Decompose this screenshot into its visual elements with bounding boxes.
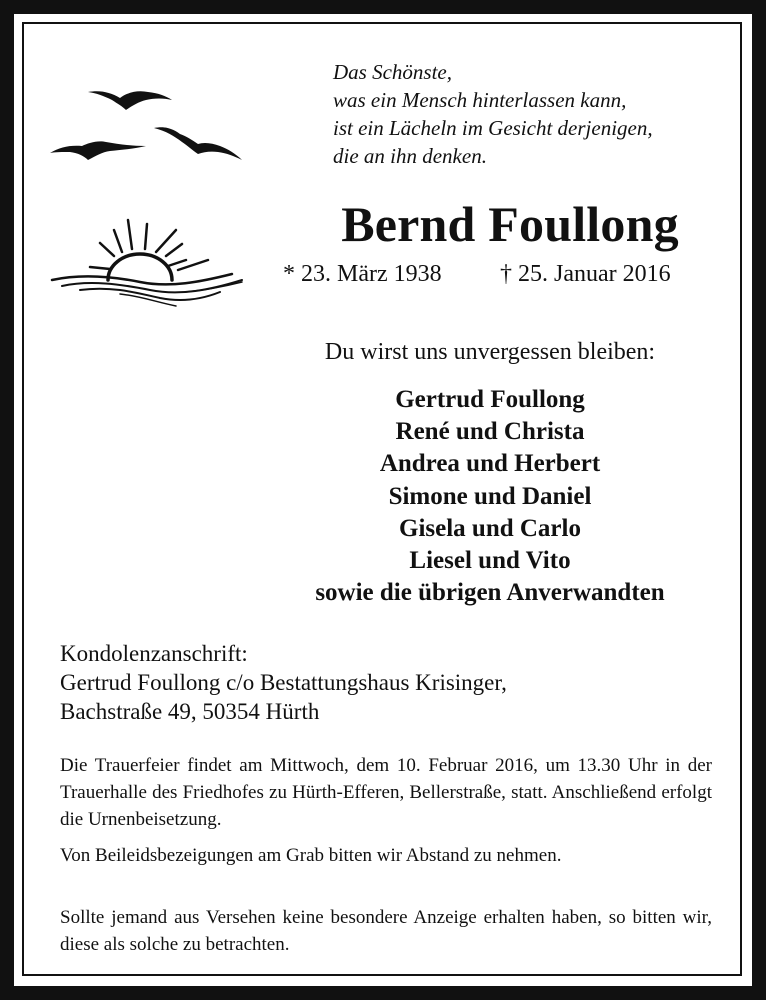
address-line: Gertrud Foullong c/o Bestattungshaus Krisinger, bbox=[60, 670, 507, 695]
address-line: Bachstraße 49, 50354 Hürth bbox=[60, 699, 320, 724]
death-date: † 25. Januar 2016 bbox=[500, 261, 671, 287]
mourner-name: René und Christa bbox=[395, 418, 585, 446]
flying-birds-icon bbox=[48, 80, 248, 170]
mourner-name: Simone und Daniel bbox=[388, 482, 592, 510]
quote-line: was ein Mensch hinterlassen kann, bbox=[333, 88, 627, 112]
quote-line: ist ein Lächeln im Gesicht derjenigen, bbox=[333, 116, 653, 140]
address-heading: Kondolenzanschrift: bbox=[60, 641, 248, 666]
mourner-name: Gisela und Carlo bbox=[399, 514, 581, 542]
bird-top bbox=[88, 91, 172, 110]
mourner-name: sowie die übrigen Anverwandten bbox=[315, 579, 665, 607]
quote bbox=[333, 58, 733, 170]
bird-right bbox=[154, 127, 242, 160]
deceased-name: Bernd Foullong bbox=[341, 196, 679, 252]
condolence-request: Von Beileidsbezeigungen am Grab bitten wir Abstand zu nehmen. bbox=[60, 845, 562, 866]
bird-left bbox=[50, 141, 146, 160]
birth-date: * 23. März 1938 bbox=[283, 261, 442, 287]
mourners-list bbox=[255, 384, 725, 609]
quote-line: die an ihn denken. bbox=[333, 144, 487, 168]
quote-line: Das Schönste, bbox=[333, 60, 452, 84]
farewell-line: Du wirst uns unvergessen bleiben: bbox=[324, 339, 656, 365]
mourner-name: Andrea und Herbert bbox=[379, 450, 601, 478]
sunset-icon bbox=[50, 218, 245, 310]
condolence-address bbox=[60, 639, 720, 726]
announcement-notice: Sollte jemand aus Versehen keine besondere Anzeige erhalten haben, so bitten wir, diese als solche zu betrachten. bbox=[60, 907, 712, 955]
mourner-name: Gertrud Foullong bbox=[395, 386, 585, 413]
mourner-name: Liesel und Vito bbox=[409, 547, 571, 575]
funeral-notice: Die Trauerfeier findet am Mittwoch, dem 10. Februar 2016, um 13.30 Uhr in der Trauerhalle des Friedhofes zu Hürth-Efferen, Bellerstraße, statt. Anschließend erfolgt die Urnenbeisetzung. bbox=[60, 755, 712, 830]
